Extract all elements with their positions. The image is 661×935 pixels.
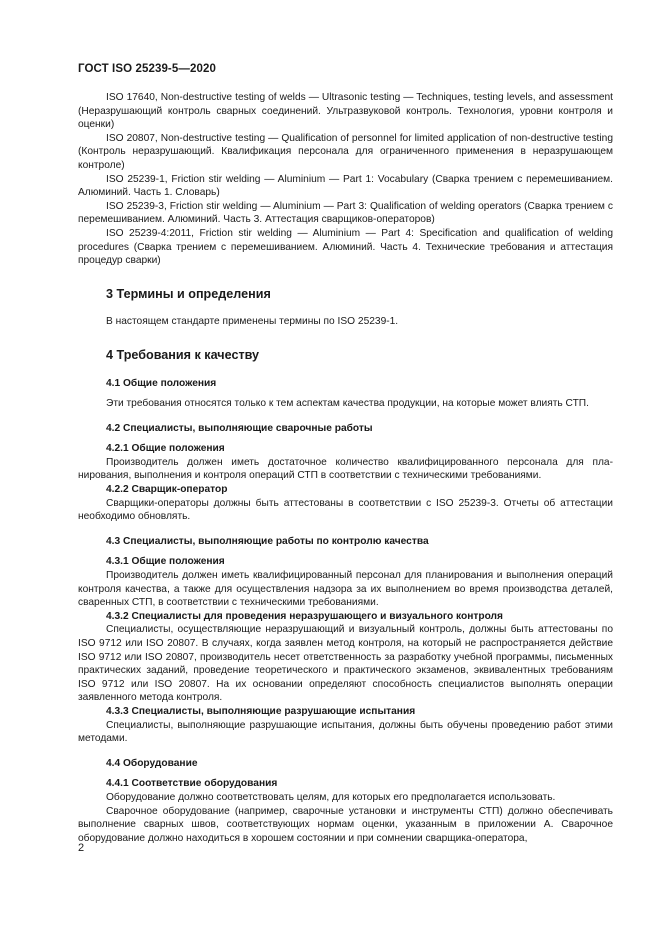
section-4-1-text: Эти требования относятся только к тем аспектам качества продукции, на которые может влиять СТП.	[106, 398, 589, 410]
document-code-header: ГОСТ ISO 25239-5—2020	[78, 63, 216, 75]
page-number: 2	[78, 842, 85, 854]
section-4-4-1-text-2: Сварочное оборудование (например, сварочные установки и инструменты СТП) должно обеспечивать выполнение сварных швов, соответствующих нормам оценки, указанным в приложении А. Сварочное оборудование должно находиться в хорошем состоянии и при сомнении сварщика-оператора,	[78, 805, 613, 844]
section-4-3-1-text: Производитель должен иметь квалифицированный персонал для планирования и выполнения операций контроля качества, а также для осуществления надзора за их выполнением во время производства деталей, сваренных СТП, в соответствии с техническими требованиями.	[78, 570, 613, 609]
section-4-2-1-text: Производитель должен иметь достаточное количество квалифицированного персонала для планирования, выполнения и контроля операций СТП в соответствии с техническими требованиями.	[78, 456, 613, 482]
reference-iso-25239-3: ISO 25239-3, Friction stir welding — Aluminium — Part 3: Qualification of welding operators (Сварка трением с перемешиванием. Алюминий. Часть 3. Аттестация сварщиков-операторов)	[78, 200, 613, 226]
section-4-4-1-text-1: Оборудование должно соответствовать целям, для которых его предполагается использовать.	[106, 791, 556, 803]
section-4-3-heading: 4.3 Специалисты, выполняющие работы по контролю качества	[106, 535, 429, 547]
reference-iso-20807: ISO 20807, Non-destructive testing — Qualification of personnel for limited application of non-destructive testing (Контроль неразрушающий. Квалификация персонала для ограниченного применения в неразрушающем контроле)	[78, 132, 613, 171]
reference-iso-25239-4: ISO 25239-4:2011, Friction stir welding — Aluminium — Part 4: Specification and qualification of welding procedures (Сварка трением с перемешиванием. Алюминий. Часть 4. Технические требования и аттестация процедур сварки)	[78, 227, 613, 267]
section-4-2-2-text: Сварщики-операторы должны быть аттестованы в соответствии с ISO 25239-3. Отчеты об аттестации необходимо обновлять.	[78, 497, 613, 523]
section-4-2-heading: 4.2 Специалисты, выполняющие сварочные работы	[106, 422, 373, 434]
section-4-3-3-heading: 4.3.3 Специалисты, выполняющие разрушающие испытания	[106, 705, 416, 717]
section-4-1-heading: 4.1 Общие положения	[106, 377, 217, 389]
section-4-heading: 4 Требования к качеству	[106, 347, 260, 362]
page-body	[78, 91, 613, 845]
section-4-3-2-heading: 4.3.2 Специалисты для проведения неразрушающего и визуального контроля	[106, 610, 503, 622]
section-4-2-2-heading: 4.2.2 Сварщик-оператор	[106, 484, 228, 496]
section-4-4-1-heading: 4.4.1 Соответствие оборудования	[106, 778, 278, 790]
section-4-3-2-text: Специалисты, осуществляющие неразрушающий и визуальный контроль, должны быть аттестованы по ISO 9712 или ISO 20807. В случаях, когда заявлен метод контроля, на который не распространяется действие ISO 9712 или ISO 20807, производитель несет ответственность за разработку учебной программы, письменных практических заданий, проведение теоретического и практического экзаменов, эквивалентных требованиям ISO 9712 или ISO 20807. На их основании определяют способность специалистов выполнять операции заявленного метода контроля.	[78, 624, 613, 704]
section-3-heading: 3 Термины и определения	[106, 286, 271, 301]
section-4-2-1-heading: 4.2.1 Общие положения	[106, 443, 225, 455]
section-4-4-heading: 4.4 Оборудование	[106, 757, 198, 769]
reference-iso-25239-1: ISO 25239-1, Friction stir welding — Aluminium — Part 1: Vocabulary (Сварка трением с перемешиванием. Алюминий. Часть 1. Словарь)	[78, 173, 613, 199]
reference-iso-17640: ISO 17640, Non-destructive testing of welds — Ultrasonic testing — Techniques, testing levels, and assessment (Неразрушающий контроль сварных соединений. Ультразвуковой контроль. Технология, уровни контроля и оценки)	[78, 92, 613, 131]
section-4-3-1-heading: 4.3.1 Общие положения	[106, 556, 225, 568]
section-3-text: В настоящем стандарте применены термины по ISO 25239-1.	[106, 316, 399, 328]
section-4-3-3-text: Специалисты, выполняющие разрушающие испытания, должны быть обучены проведению работ этими методами.	[78, 719, 613, 745]
